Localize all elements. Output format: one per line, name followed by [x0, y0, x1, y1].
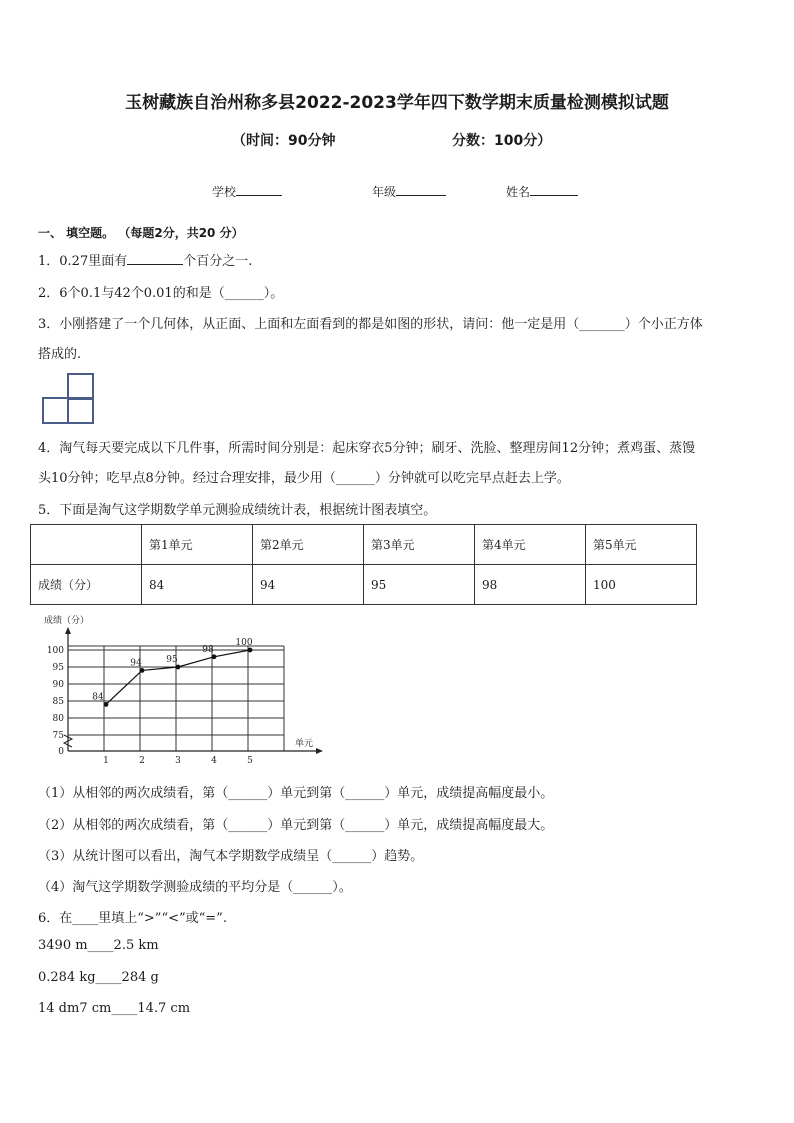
- question-6-intro: 6．在____里填上“>”“<”或“=”.: [38, 911, 227, 926]
- question-3-line1: 3．小刚搭建了一个几何体，从正面、上面和左面看到的都是如图的形状，请问：他一定是用（_______）个小正方体: [38, 317, 703, 332]
- question-6-item-3: 14 dm7 cm____14.7 cm: [38, 1001, 191, 1016]
- chart-x-tick-label: 2: [139, 756, 145, 766]
- question-5-sub-3: （3）从统计图可以看出，淘气本学期数学成绩呈（______）趋势。: [38, 849, 424, 864]
- grade-label: 年级: [372, 185, 397, 199]
- table-cell: 第4单元: [475, 525, 586, 565]
- table-cell: 第1单元: [142, 525, 253, 565]
- table-cell: 95: [364, 565, 475, 605]
- table-cell: 第3单元: [364, 525, 475, 565]
- chart-y-tick-label: 75: [52, 731, 64, 741]
- table-cell: 第2单元: [253, 525, 364, 565]
- school-blank[interactable]: [236, 182, 282, 196]
- chart-data-point: [176, 665, 181, 670]
- chart-y-tick-label: 100: [46, 646, 64, 656]
- question-5-sub-4: （4）淘气这学期数学测验成绩的平均分是（______）。: [38, 880, 352, 895]
- chart-x-tick-label: 3: [175, 756, 181, 766]
- chart-data-label: 98: [202, 644, 214, 655]
- score-line-chart: [30, 612, 330, 770]
- chart-data-label: 84: [92, 692, 104, 703]
- grade-field: [372, 182, 446, 200]
- chart-y-label: 成绩（分）: [44, 616, 90, 626]
- chart-y-tick-label: 85: [52, 697, 64, 707]
- chart-series-line: [106, 650, 250, 704]
- chart-data-point: [104, 702, 109, 707]
- question-6-item-2: 0.284 kg____284 g: [38, 970, 159, 985]
- table-cell: 第5单元: [586, 525, 697, 565]
- table-cell: [31, 525, 142, 565]
- cube-bottom-right: [67, 397, 94, 424]
- table-cell: 84: [142, 565, 253, 605]
- chart-x-tick-label: 4: [211, 756, 217, 766]
- cube-bottom-left: [42, 397, 69, 424]
- name-label: 姓名: [506, 185, 531, 199]
- question-4-line1: 4．淘气每天要完成以下几件事，所需时间分别是：起床穿衣5分钟；刷牙、洗脸、整理房间12分钟；煮鸡蛋、蒸馒: [38, 441, 696, 456]
- table-header-row: [31, 525, 697, 565]
- chart-x-tick-label: 1: [103, 756, 109, 766]
- question-4-line2: 头10分钟；吃早点8分钟。经过合理安排，最少用（______）分钟就可以吃完早点赶去上学。: [38, 471, 570, 486]
- table-cell: 98: [475, 565, 586, 605]
- chart-data-label: 94: [130, 658, 142, 669]
- q1-pre: 1．0.27里面有: [38, 254, 128, 269]
- chart-axis-break: [64, 735, 72, 747]
- q1-post: 个百分之一.: [183, 254, 253, 269]
- chart-data-point: [248, 648, 253, 653]
- exam-time: （时间：90分钟: [232, 133, 336, 149]
- table-row: [31, 565, 697, 605]
- school-label: 学校: [212, 185, 237, 199]
- score-table: [30, 524, 697, 605]
- table-cell: 100: [586, 565, 697, 605]
- name-field: [506, 182, 578, 200]
- chart-y-tick-label: 95: [52, 663, 64, 673]
- section-heading: 一、 填空题。 （每题2分，共20 分）: [38, 226, 244, 240]
- table-cell: 94: [253, 565, 364, 605]
- name-blank[interactable]: [530, 182, 578, 196]
- question-1: [38, 250, 252, 269]
- chart-data-label: 95: [166, 655, 178, 665]
- question-5-intro: 5．下面是淘气这学期数学单元测验成绩统计表，根据统计图表填空。: [38, 503, 437, 518]
- page-title: 玉树藏族自治州称多县2022-2023学年四下数学期末质量检测模拟试题: [125, 93, 669, 113]
- question-5-sub-2: （2）从相邻的两次成绩看，第（______）单元到第（______）单元，成绩提高幅度最大。: [38, 818, 554, 833]
- question-5-sub-1: （1）从相邻的两次成绩看，第（______）单元到第（______）单元，成绩提高幅度最小。: [38, 786, 554, 801]
- chart-y-tick-label: 90: [52, 680, 64, 690]
- cube-top: [67, 373, 94, 400]
- chart-y-arrow: [65, 627, 71, 634]
- table-cell: 成绩（分）: [31, 565, 142, 605]
- chart-x-arrow: [316, 748, 323, 754]
- chart-y-tick-label: 0: [58, 747, 64, 757]
- question-2: 2．6个0.1与42个0.01的和是（______）。: [38, 286, 284, 301]
- chart-data-point: [140, 668, 145, 673]
- question-6-item-1: 3490 m____2.5 km: [38, 938, 159, 953]
- chart-x-tick-label: 5: [247, 756, 253, 766]
- chart-x-label: 单元: [295, 739, 314, 749]
- chart-y-tick-label: 80: [52, 714, 64, 724]
- exam-score: 分数：100分）: [452, 133, 552, 149]
- grade-blank[interactable]: [396, 182, 446, 196]
- chart-data-label: 100: [235, 638, 253, 648]
- school-field: [212, 182, 282, 200]
- question-3-line2: 搭成的.: [38, 347, 82, 362]
- q1-blank[interactable]: [127, 251, 183, 265]
- chart-data-point: [212, 654, 217, 659]
